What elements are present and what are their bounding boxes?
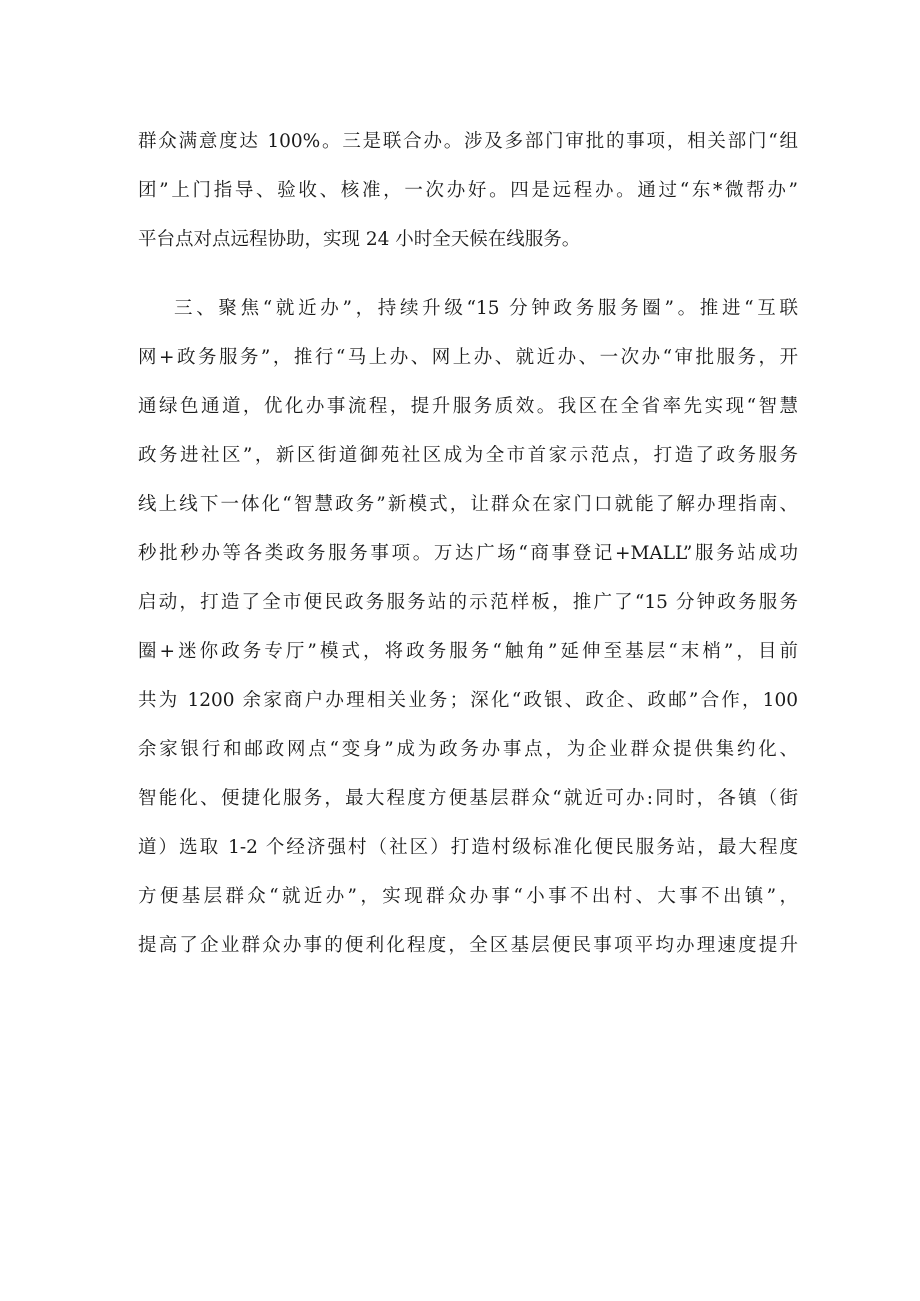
text-line: 余家银行和邮政网点“变身”成为政务办事点，为企业群众提供集约化、 (138, 739, 798, 760)
text-line: 智能化、便捷化服务，最大程度方便基层群众“就近可办:同时，各镇（街 (138, 788, 798, 809)
text-line: 启动，打造了全市便民政务服务站的示范样板，推广了“15 分钟政务服务 (138, 592, 798, 613)
text-line: 网+政务服务”，推行“马上办、网上办、就近办、一次办“审批服务，开 (138, 347, 798, 368)
text-line: 线上线下一体化“智慧政务”新模式，让群众在家门口就能了解办理指南、 (138, 494, 798, 515)
text-line: 秒批秒办等各类政务服务事项。万达广场“商事登记+MALL”服务站成功 (138, 543, 798, 564)
text-line: 提高了企业群众办事的便利化程度，全区基层便民事项平均办理速度提升 (138, 935, 798, 956)
text-line: 平台点对点远程协助，实现 24 小时全天候在线服务。 (138, 229, 581, 250)
text-line: 通绿色通道，优化办事流程，提升服务质效。我区在全省率先实现“智慧 (138, 396, 798, 417)
text-line: 群众满意度达 100%。三是联合办。涉及多部门审批的事项，相关部门“组 (138, 131, 798, 152)
text-line: 圈+迷你政务专厅”模式，将政务服务“触角”延伸至基层“末梢”，目前 (138, 641, 798, 662)
text-line: 团”上门指导、验收、核准，一次办好。四是远程办。通过“东*微帮办” (138, 180, 798, 201)
text-line: 共为 1200 余家商户办理相关业务；深化“政银、政企、政邮”合作，100 (138, 690, 798, 711)
text-line: 道）选取 1-2 个经济强村（社区）打造村级标准化便民服务站，最大程度 (138, 837, 798, 858)
section-heading-line: 三、聚焦“就近办”，持续升级“15 分钟政务服务圈”。推进“互联 (174, 298, 798, 319)
text-line: 方便基层群众“就近办”，实现群众办事“小事不出村、大事不出镇”， (138, 886, 798, 907)
text-line: 政务进社区”，新区街道御苑社区成为全市首家示范点，打造了政务服务 (138, 445, 798, 466)
